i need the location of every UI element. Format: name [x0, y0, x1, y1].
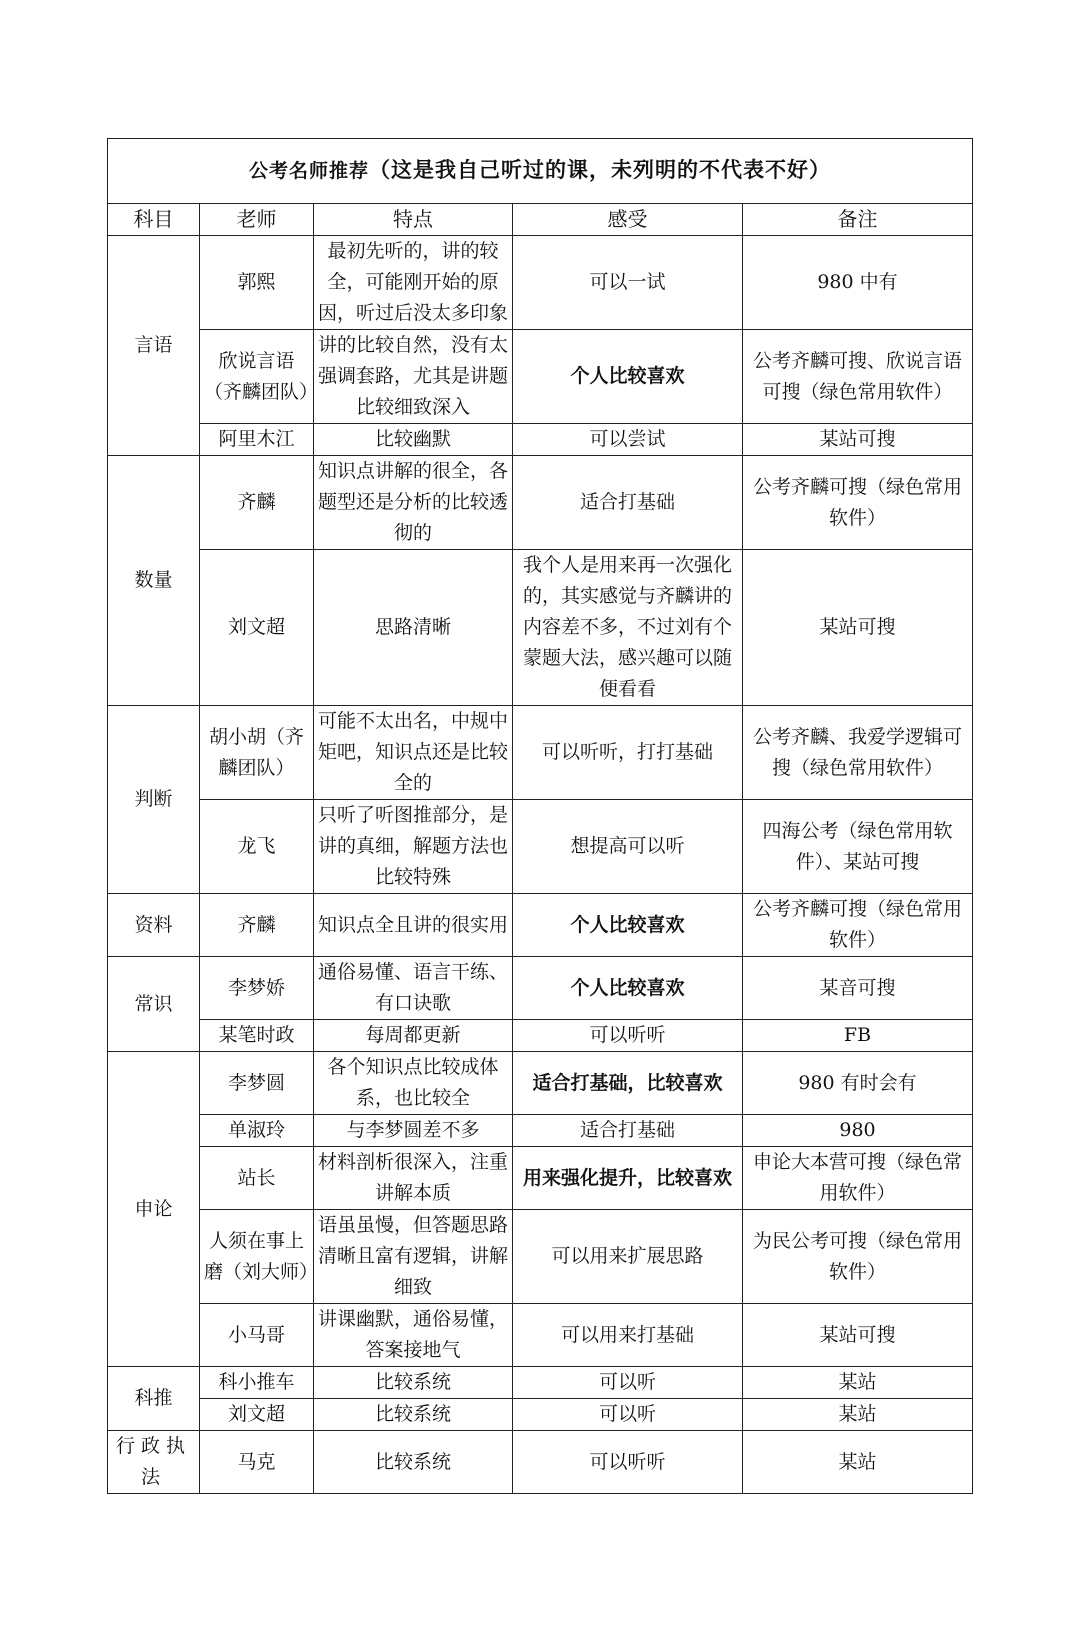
feeling-cell: 适合打基础 — [513, 1115, 743, 1147]
feature-cell: 每周都更新 — [314, 1020, 513, 1052]
feeling-cell: 可以听 — [513, 1399, 743, 1431]
table-row — [108, 957, 973, 1020]
subject-ziliao: 资料 — [108, 894, 200, 957]
feeling-cell: 我个人是用来再一次强化的，其实感觉与齐麟讲的内容差不多，不过刘有个蒙题大法，感兴趣可以随便看看 — [513, 550, 743, 706]
note-cell: 980 有时会有 — [743, 1052, 973, 1115]
feeling-cell: 可以听听 — [513, 1431, 743, 1494]
feature-cell: 知识点全且讲的很实用 — [314, 894, 513, 957]
title-subtitle: （这是我自己听过的课，未列明的不代表不好） — [369, 158, 831, 182]
feature-cell: 讲的比较自然，没有太强调套路，尤其是讲题比较细致深入 — [314, 330, 513, 424]
teacher-cell: 欣说言语（齐麟团队） — [200, 330, 314, 424]
table-row — [108, 800, 973, 894]
teacher-cell: 科小推车 — [200, 1367, 314, 1399]
teacher-cell: 小马哥 — [200, 1304, 314, 1367]
subject-shuliang: 数量 — [108, 456, 200, 706]
subject-ketui: 科推 — [108, 1367, 200, 1431]
feature-cell: 比较幽默 — [314, 424, 513, 456]
table-row — [108, 1115, 973, 1147]
feeling-cell: 可以一试 — [513, 236, 743, 330]
feeling-cell: 个人比较喜欢 — [513, 957, 743, 1020]
note-cell: 某站可搜 — [743, 424, 973, 456]
note-cell: 公考齐麟可搜（绿色常用软件） — [743, 456, 973, 550]
feature-cell: 只听了听图推部分，是讲的真细，解题方法也比较特殊 — [314, 800, 513, 894]
feature-cell: 通俗易懂、语言干练、有口诀歌 — [314, 957, 513, 1020]
subject-shenlun: 申论 — [108, 1052, 200, 1367]
table-row — [108, 706, 973, 800]
teacher-cell: 人须在事上磨（刘大师） — [200, 1210, 314, 1304]
teacher-cell: 郭熙 — [200, 236, 314, 330]
table-row — [108, 1020, 973, 1052]
note-cell: 某站可搜 — [743, 1304, 973, 1367]
note-cell: 某站 — [743, 1431, 973, 1494]
feeling-cell: 可以听听 — [513, 1020, 743, 1052]
table-row — [108, 1304, 973, 1367]
feeling-cell: 适合打基础 — [513, 456, 743, 550]
feeling-cell: 用来强化提升，比较喜欢 — [513, 1147, 743, 1210]
header-subject: 科目 — [108, 204, 200, 236]
teacher-cell: 某笔时政 — [200, 1020, 314, 1052]
feature-cell: 可能不太出名，中规中矩吧，知识点还是比较全的 — [314, 706, 513, 800]
feeling-cell: 适合打基础，比较喜欢 — [513, 1052, 743, 1115]
teacher-cell: 站长 — [200, 1147, 314, 1210]
subject-yanyu: 言语 — [108, 236, 200, 456]
subject-xingzheng: 行政执法 — [108, 1431, 200, 1494]
teacher-cell: 马克 — [200, 1431, 314, 1494]
table-row — [108, 424, 973, 456]
feature-cell: 语虽虽慢，但答题思路清晰且富有逻辑，讲解细致 — [314, 1210, 513, 1304]
teacher-cell: 齐麟 — [200, 456, 314, 550]
teacher-cell: 刘文超 — [200, 550, 314, 706]
feature-cell: 讲课幽默，通俗易懂，答案接地气 — [314, 1304, 513, 1367]
teacher-cell: 胡小胡（齐麟团队） — [200, 706, 314, 800]
note-cell: 公考齐麟、我爱学逻辑可搜（绿色常用软件） — [743, 706, 973, 800]
feature-cell: 比较系统 — [314, 1367, 513, 1399]
feature-cell: 材料剖析很深入，注重讲解本质 — [314, 1147, 513, 1210]
note-cell: 980 中有 — [743, 236, 973, 330]
feature-cell: 思路清晰 — [314, 550, 513, 706]
table-row — [108, 550, 973, 706]
feeling-cell: 个人比较喜欢 — [513, 330, 743, 424]
header-teacher: 老师 — [200, 204, 314, 236]
feeling-cell: 可以用来扩展思路 — [513, 1210, 743, 1304]
table-row — [108, 236, 973, 330]
teacher-cell: 龙飞 — [200, 800, 314, 894]
feature-cell: 知识点讲解的很全，各题型还是分析的比较透彻的 — [314, 456, 513, 550]
feature-cell: 最初先听的，讲的较全，可能刚开始的原因，听过后没太多印象 — [314, 236, 513, 330]
note-cell: 为民公考可搜（绿色常用软件） — [743, 1210, 973, 1304]
feature-cell: 比较系统 — [314, 1431, 513, 1494]
title-row — [108, 139, 973, 204]
note-cell: 某站 — [743, 1399, 973, 1431]
table-row — [108, 1052, 973, 1115]
note-cell: 某站可搜 — [743, 550, 973, 706]
subject-panduan: 判断 — [108, 706, 200, 894]
feeling-cell: 可以听听，打打基础 — [513, 706, 743, 800]
title-text: 公考名师推荐 — [248, 160, 369, 182]
note-cell: 公考齐麟可搜（绿色常用软件） — [743, 894, 973, 957]
table-row — [108, 456, 973, 550]
teacher-cell: 李梦圆 — [200, 1052, 314, 1115]
feeling-cell: 可以用来打基础 — [513, 1304, 743, 1367]
header-note: 备注 — [743, 204, 973, 236]
feature-cell: 各个知识点比较成体系，也比较全 — [314, 1052, 513, 1115]
note-cell: 申论大本营可搜（绿色常用软件） — [743, 1147, 973, 1210]
note-cell: 某音可搜 — [743, 957, 973, 1020]
table-row — [108, 894, 973, 957]
header-feeling: 感受 — [513, 204, 743, 236]
feeling-cell: 可以尝试 — [513, 424, 743, 456]
table-row — [108, 1399, 973, 1431]
table-row — [108, 330, 973, 424]
header-feature: 特点 — [314, 204, 513, 236]
teacher-cell: 单淑玲 — [200, 1115, 314, 1147]
feeling-cell: 个人比较喜欢 — [513, 894, 743, 957]
note-cell: 四海公考（绿色常用软件）、某站可搜 — [743, 800, 973, 894]
table-row — [108, 1431, 973, 1494]
subject-changshi: 常识 — [108, 957, 200, 1052]
feature-cell: 与李梦圆差不多 — [314, 1115, 513, 1147]
note-cell: 公考齐麟可搜、欣说言语可搜（绿色常用软件） — [743, 330, 973, 424]
table-row — [108, 1367, 973, 1399]
teacher-table — [107, 138, 973, 1494]
table-title — [108, 139, 973, 204]
note-cell: FB — [743, 1020, 973, 1052]
teacher-cell: 李梦娇 — [200, 957, 314, 1020]
feeling-cell: 想提高可以听 — [513, 800, 743, 894]
note-cell: 980 — [743, 1115, 973, 1147]
header-row — [108, 204, 973, 236]
teacher-cell: 刘文超 — [200, 1399, 314, 1431]
note-cell: 某站 — [743, 1367, 973, 1399]
feature-cell: 比较系统 — [314, 1399, 513, 1431]
table-row — [108, 1210, 973, 1304]
teacher-cell: 阿里木江 — [200, 424, 314, 456]
teacher-cell: 齐麟 — [200, 894, 314, 957]
feeling-cell: 可以听 — [513, 1367, 743, 1399]
table-row — [108, 1147, 973, 1210]
